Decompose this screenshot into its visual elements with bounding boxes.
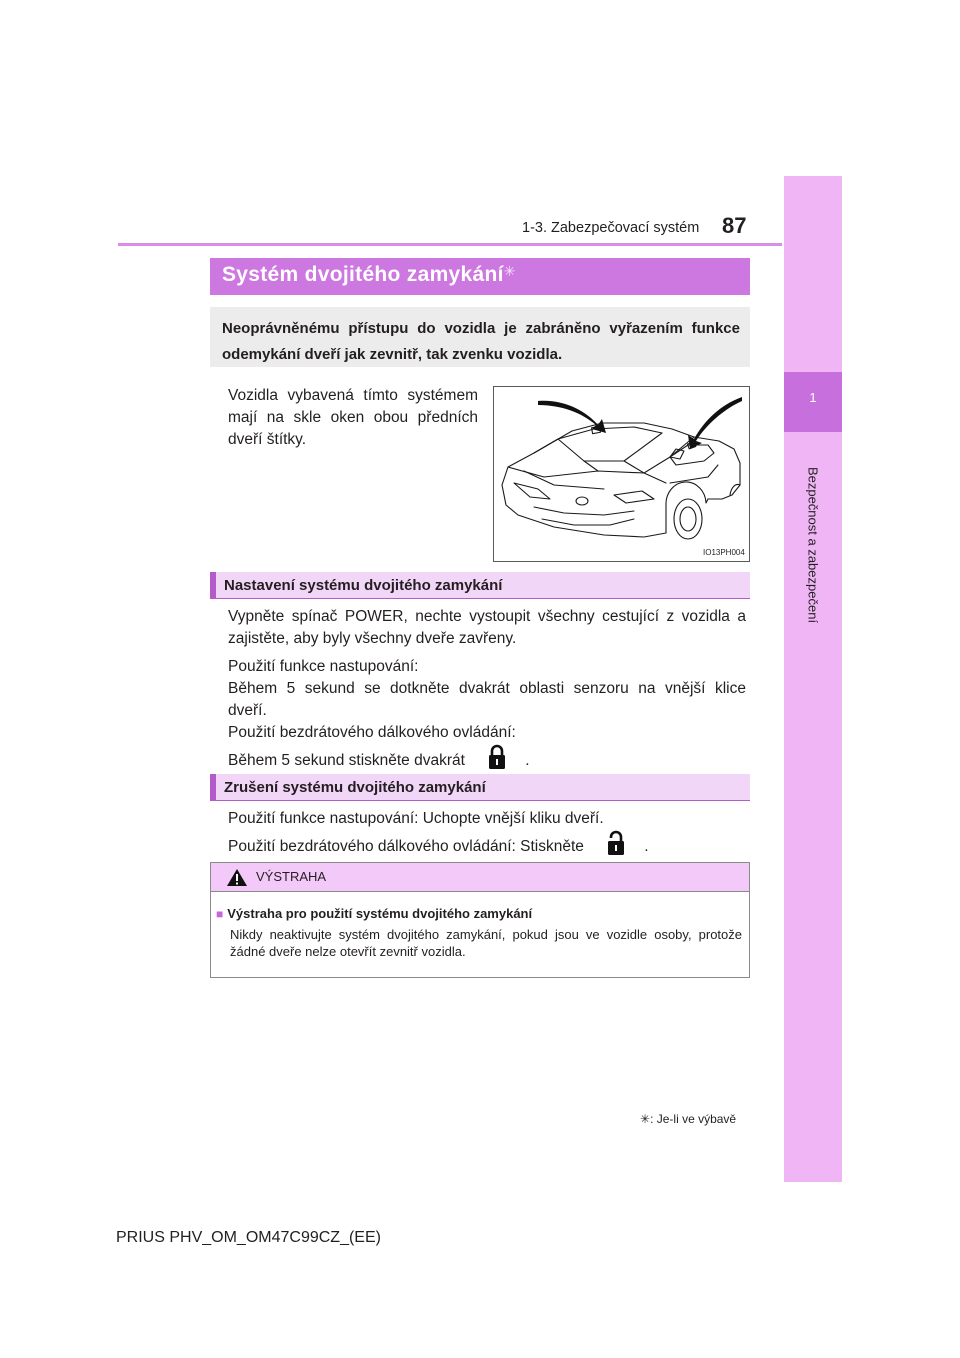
remote-end: . [525,752,530,769]
chapter-title: Bezpečnost a zabezpečení [805,466,821,624]
page-title-text: Systém dvojitého zamykání [222,263,504,286]
footnote-star: ✳ [640,1112,651,1126]
figure-code: IO13PH004 [703,548,745,557]
cancel-remote-end: . [644,838,649,855]
square-bullet-icon: ■ [216,907,224,921]
car-drawing [494,387,749,561]
lock-closed-icon [469,744,525,777]
setting-heading-accent [210,572,216,599]
title-star: ✳ [503,263,516,279]
warning-triangle-icon [226,868,248,892]
footnote-text: : Je-li ve výbavě [650,1112,737,1126]
cancel-entry-text: Použití funkce nastupování: Uchopte vnější kliku dveří. [228,810,604,827]
remote-label: Použití bezdrátového dálkového ovládání: [228,724,516,741]
warning-title: VÝSTRAHA [256,869,327,884]
cancel-remote-text: Použití bezdrátového dálkového ovládání: Stiskněte [228,838,584,855]
document-code: PRIUS PHV_OM_OM47C99CZ_(EE) [116,1229,381,1246]
lock-open-icon [588,830,644,863]
cancel-instructions [228,808,746,863]
page-title [222,263,516,287]
entry-label: Použití funkce nastupování: [228,658,419,675]
setting-instructions [228,656,746,777]
setting-heading: Nastavení systému dvojitého zamykání [224,577,503,594]
entry-text-line1: Během 5 sekund se dotkněte dvakrát oblasti senzoru na vnější klice [228,680,746,697]
warning-subtitle: Výstraha pro použití systému dvojitého zamykání [227,906,533,921]
section-path: 1-3. Zabezpečovací systém [522,220,700,236]
remote-text: Během 5 sekund stiskněte dvakrát [228,752,465,769]
cancel-heading-accent [210,774,216,801]
cancel-heading: Zrušení systému dvojitého zamykání [224,779,486,796]
cancel-remote-instruction [228,830,746,863]
remote-instruction [228,744,746,777]
intro-text: Neoprávněnému přístupu do vozidla je zabráněno vyřazením funkce odemykání dveří jak zevnitř, tak zvenku vozidla. [222,320,740,363]
setting-paragraph: Vypněte spínač POWER, nechte vystoupit všechny cestující z vozidla a zajistěte, aby byly všechny dveře zavřeny. [228,608,746,647]
footnote [640,1112,736,1126]
warning-subtitle-row [216,906,532,921]
chapter-side-tab [784,176,842,1182]
warning-text: Nikdy neaktivujte systém dvojitého zamykání, pokud jsou ve vozidle osoby, protože žádné dveře nelze otevřít zevnitř vozidla. [230,927,742,959]
car-illustration [493,386,750,562]
header-rule [118,243,782,246]
vehicles-text: Vozidla vybavená tímto systémem mají na skle oken obou předních dveří štítky. [228,387,478,448]
entry-text-line2: dveří. [228,702,267,719]
chapter-number: 1 [809,390,817,405]
page-number: 87 [722,213,747,238]
